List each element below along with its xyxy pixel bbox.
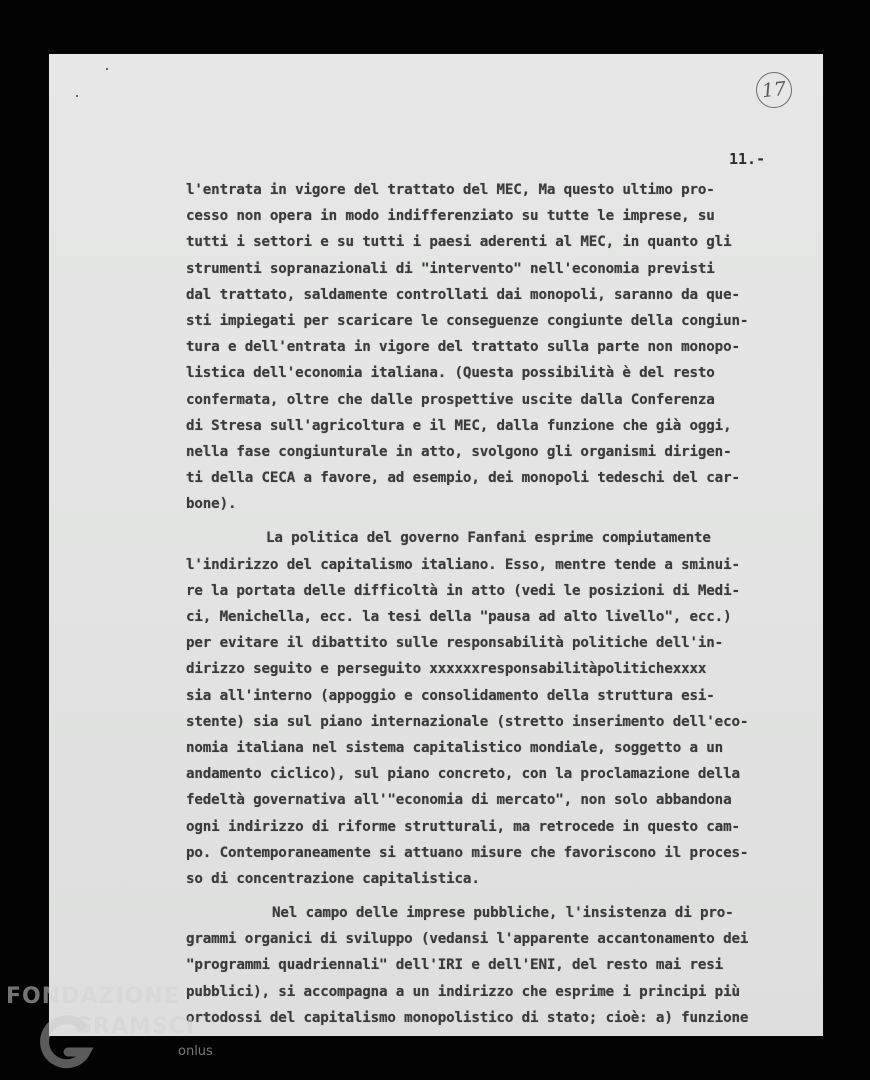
text-line: pubblici), si accompagna a un indirizzo che esprime i principi più — [186, 983, 740, 1000]
text-line: ci, Menichella, ecc. la tesi della "pausa ad alto livello", ecc.) — [186, 609, 732, 625]
text-line: grammi organici di sviluppo (vedansi l'apparente accantonamento dei — [186, 931, 749, 948]
page-number: 11.- — [729, 150, 766, 168]
typewritten-page — [49, 54, 823, 1036]
text-line: ti della CECA a favore, ad esempio, dei monopoli tedeschi del car- — [186, 470, 740, 487]
text-line: tutti i settori e su tutti i paesi aderenti al MEC, in quanto gli — [186, 234, 732, 251]
body-text — [186, 177, 816, 1031]
struck-text-line: dirizzo seguito e perseguito xxxxxxresponsabilitàpolitichexxxx — [186, 661, 707, 678]
text-line: nella fase congiunturale in atto, svolgono gli organismi dirigen- — [186, 443, 732, 460]
text-line: bone). — [186, 496, 237, 513]
text-line: dal trattato, saldamente controllati dai monopoli, saranno da que- — [186, 286, 740, 303]
text-line: re la portata delle difficoltà in atto (vedi le posizioni di Medi- — [186, 582, 740, 599]
watermark-suffix: onlus — [178, 1044, 213, 1059]
text-line: stente) sia sul piano internazionale (stretto inserimento dell'eco- — [186, 713, 749, 730]
watermark-line2: GRAMSCI — [74, 1014, 196, 1039]
paper-speck — [106, 68, 108, 70]
text-line: po. Contemporaneamente si attuano misure che favoriscono il proces- — [186, 844, 749, 861]
text-line: listica dell'economia italiana. (Questa possibilità è del resto — [186, 365, 715, 382]
watermark-line1: FONDAZIONE — [6, 984, 180, 1009]
text-line: ortodossi del capitalismo monopolistico di stato; cioè: a) funzione — [186, 1009, 749, 1026]
text-line: confermata, oltre che dalle prospettive uscite dalla Conferenza — [186, 391, 715, 408]
text-line: l'entrata in vigore del trattato del MEC, Ma questo ultimo pro- — [186, 182, 715, 198]
paragraph-gap — [186, 517, 816, 525]
text-line: sia all'interno (appoggio e consolidamento della struttura esi- — [186, 687, 715, 704]
text-line: nomia italiana nel sistema capitalistico mondiale, soggetto a un — [186, 739, 724, 756]
paragraph-first-line: Nel campo delle imprese pubbliche, l'insistenza di pro- — [272, 905, 734, 922]
text-line: "programmi quadriennali" dell'IRI e dell'ENI, del resto mai resi — [186, 957, 724, 974]
text-line: so di concentrazione capitalistica. — [186, 870, 480, 887]
text-line: andamento ciclico), sul piano concreto, con la proclamazione della — [186, 766, 740, 783]
text-line: tura e dell'entrata in vigore del trattato sulla parte non monopo- — [186, 339, 740, 356]
watermark-logo — [2, 984, 252, 1074]
paper-speck — [76, 95, 78, 97]
paragraph-gap — [186, 892, 816, 900]
text-line: per evitare il dibattito sulle responsabilità politiche dell'in- — [186, 635, 724, 652]
text-line: sti impiegati per scaricare le conseguenze congiunte della congiun- — [186, 312, 749, 329]
text-line: fedeltà governativa all'"economia di mercato", non solo abbandona — [186, 792, 732, 809]
text-line: cesso non opera in modo indifferenziato su tutte le imprese, su — [186, 208, 715, 225]
folio-number: 17 — [754, 70, 794, 110]
text-line: ogni indirizzo di riforme strutturali, ma retrocede in questo cam- — [186, 818, 740, 835]
text-line: strumenti sopranazionali di "intervento" nell'economia previsti — [186, 260, 715, 277]
text-line: l'indirizzo del capitalismo italiano. Esso, mentre tende a sminui- — [186, 556, 740, 573]
text-line: di Stresa sull'agricoltura e il MEC, dalla funzione che già oggi, — [186, 417, 732, 434]
paragraph-first-line: La politica del governo Fanfani esprime compiutamente — [266, 530, 711, 547]
